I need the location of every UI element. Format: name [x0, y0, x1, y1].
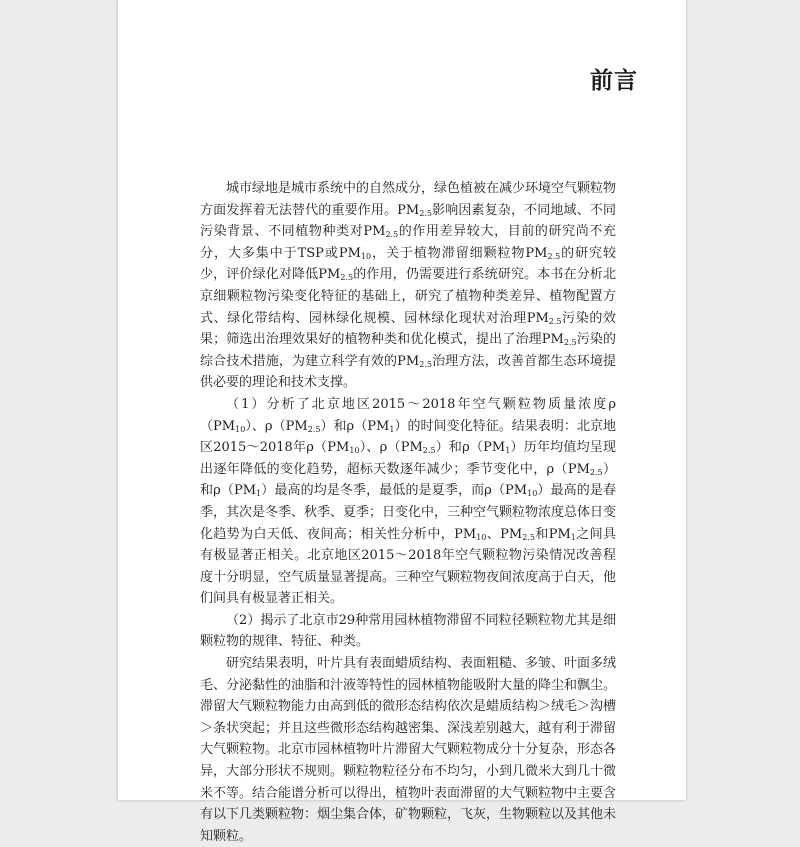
book-page — [118, 0, 686, 844]
preface-body — [200, 178, 616, 847]
paragraph-results: 研究结果表明，叶片具有表面蜡质结构、表面粗糙、多皱、叶面多绒毛、分泌黏性的油脂和汁液等特性的园林植物能吸附大量的降尘和飘尘。滞留大气颗粒物能力由高到低的微形态结构依次是蜡质结构＞绒毛＞沟槽＞条状突起；并且这些微形态结构越密集、深浅差别越大，越有利于滞留大气颗粒物。北京市园林植物叶片滞留大气颗粒物成分十分复杂，形态各异，大部分形状不规则。颗粒物粒径分布不均匀，小到几微米大到几十微米不等。结合能谱分析可以得出，植物叶表面滞留的大气颗粒物中主要含有以下几类颗粒物：烟尘集合体，矿物颗粒，飞灰，生物颗粒以及其他未知颗粒。 — [200, 656, 617, 844]
paragraph-finding-1: （1）分析了北京地区2015～2018年空气颗粒物质量浓度$\rho(PM_{10})$、$\rho(PM_{2.5})$和$\rho(PM_1)$的时间变化特征。结果表明：北京地区2015～2018年$\rho(PM_{10})$、$\rho(PM_{2.5})$和$\rho(PM_1)$历年均值均呈现出逐年降低的变化趋势，超标天数逐年减少；季节变化中，$\rho(PM_{2.5})$和$\rho(PM_1)$最高的均是冬季，最低的是夏季，而$\rho(PM_{10})$最高的是春季，其次是冬季、秋季、夏季；日变化中，三种空气颗粒物浓度总体日变化趋势为白天低、夜间高；相关性分析中，$PM_{10}$、$PM_{2.5}$和$PM_1$之间具有极显著正相关。北京地区2015～2018年空气颗粒物污染情况改善程度十分明显，空气质量显著提高。三种空气颗粒物夜间浓度高于白天，他们间具有极显著正相关。 — [200, 396, 617, 607]
page-title: 前言 — [590, 68, 638, 94]
paragraph-finding-2: （2）揭示了北京市29种常用园林植物滞留不同粒径颗粒物尤其是细颗粒物的规律、特征、种类。 — [200, 612, 616, 650]
paragraph-intro: 城市绿地是城市系统中的自然成分，绿色植被在减少环境空气颗粒物方面发挥着无法替代的重要作用。$PM_{2.5}$影响因素复杂，不同地域、不同污染背景、不同植物种类对$PM_{2.5}$的作用差异较大，目前的研究尚不充分，大多集中于TSP或$PM_{10}$，关于植物滞留细颗粒物$PM_{2.5}$的研究较少，评价绿化对降低$PM_{2.5}$的作用，仍需要进行系统研究。本书在分析北京细颗粒物污染变化特征的基础上，研究了植物种类差异、植物配置方式、绿化带结构、园林绿化规模、园林绿化现状对治理$PM_{2.5}$污染的效果；筛选出治理效果好的植物种类和优化模式，提出了治理$PM_{2.5}$污染的综合技术措施，为建立科学有效的$PM_{2.5}$治理方法，改善首都生态环境提供必要的理论和技术支撑。 — [200, 181, 617, 391]
